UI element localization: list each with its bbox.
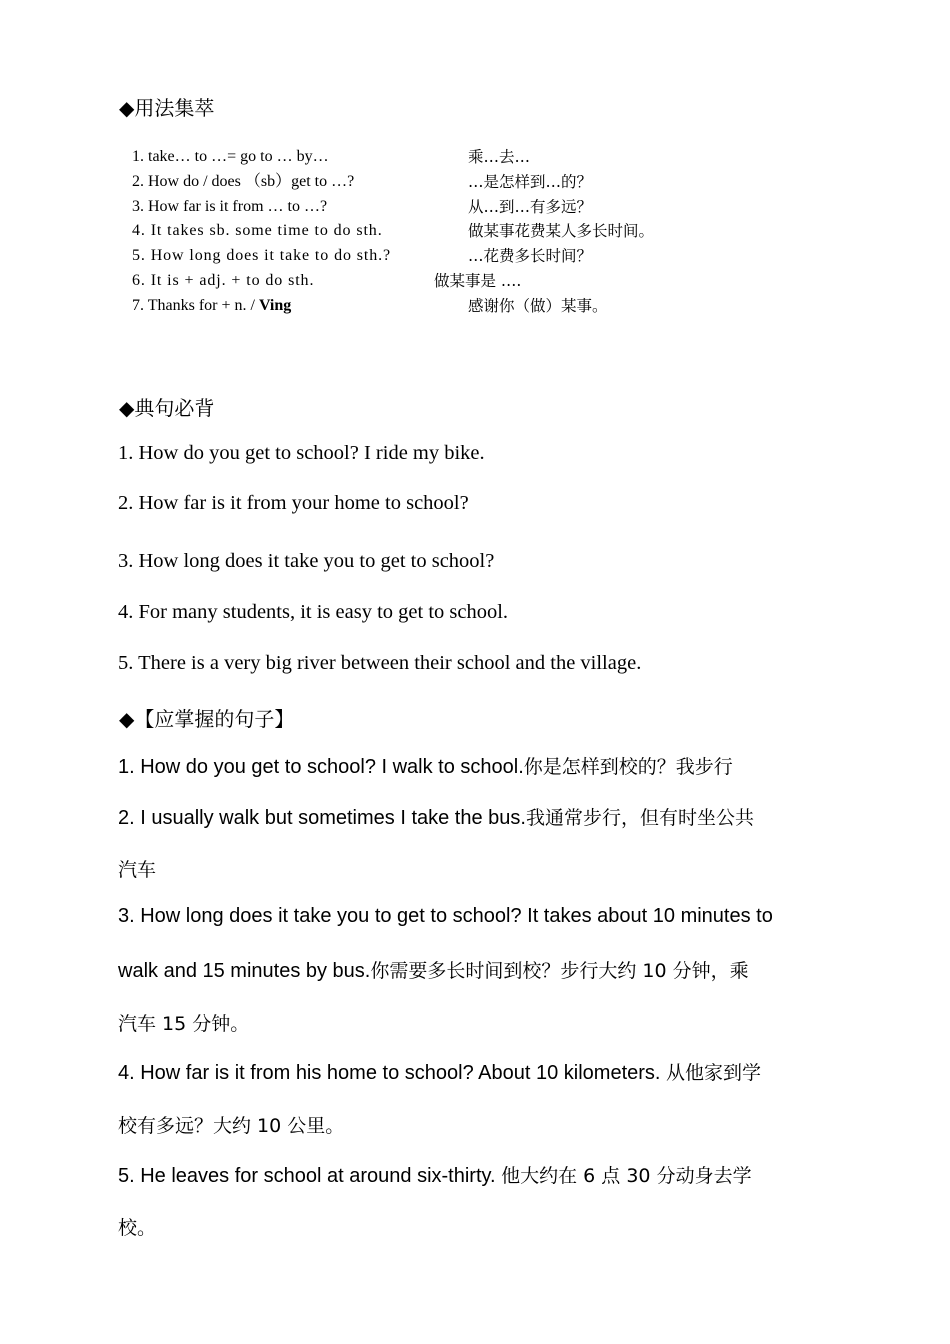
usage-item-english: 2. How do / does （sb）get to …? bbox=[132, 172, 355, 190]
master-sentence-line bbox=[118, 1058, 761, 1085]
usage-item-english: 6. It is + adj. + to do sth. bbox=[132, 271, 315, 289]
usage-item-english: 5. How long does it take to do sth.? bbox=[132, 247, 392, 265]
line-english: walk and 15 minutes by bus. bbox=[118, 960, 371, 982]
key-sentence: 1. How do you get to school? I ride my bike. bbox=[118, 442, 485, 464]
line-english: 4. How far is it from his home to school? About 10 kilometers. bbox=[118, 1062, 667, 1084]
key-sentence: 5. There is a very big river between their school and the village. bbox=[118, 652, 642, 674]
line-chinese: 校。 bbox=[118, 1217, 157, 1239]
master-sentence-line bbox=[118, 905, 773, 928]
line-chinese: 他大约在 6 点 30 分动身去学 bbox=[501, 1165, 752, 1187]
key-sentences-heading: ◆典句必背 bbox=[119, 396, 215, 420]
master-sentence-line bbox=[118, 803, 754, 830]
line-english: 3. How long does it take you to get to school? It takes about 10 minutes to bbox=[118, 905, 773, 927]
usage-item-english-bold: Ving bbox=[258, 296, 292, 314]
key-sentence: 4. For many students, it is easy to get to school. bbox=[118, 601, 509, 623]
usage-item-chinese: …花费多长时间？ bbox=[468, 247, 593, 266]
master-sentence-line bbox=[118, 752, 733, 779]
usage-item-english-text: 7. Thanks for + n. / bbox=[132, 296, 259, 314]
line-english: 5. He leaves for school at around six-thirty. bbox=[118, 1165, 502, 1187]
master-sentence-line bbox=[118, 1009, 249, 1036]
line-chinese: 汽车 15 分钟。 bbox=[118, 1013, 250, 1035]
usage-item-chinese: …是怎样到…的？ bbox=[468, 172, 593, 191]
usage-item-chinese: 做某事是 …. bbox=[434, 271, 522, 290]
key-sentence: 3. How long does it take you to get to school? bbox=[118, 550, 495, 572]
line-chinese: 你是怎样到校的？我步行 bbox=[523, 756, 733, 778]
master-sentence-line bbox=[118, 1161, 752, 1188]
usage-section-heading: ◆用法集萃 bbox=[119, 96, 215, 120]
usage-item-english: 1. take… to …= go to … by… bbox=[132, 148, 329, 165]
usage-item-chinese: 从…到…有多远？ bbox=[468, 197, 593, 216]
line-chinese: 从他家到学 bbox=[666, 1062, 762, 1084]
master-sentence-line bbox=[118, 855, 156, 882]
usage-item-english: 4. It takes sb. some time to do sth. bbox=[132, 222, 383, 240]
usage-item-chinese: 做某事花费某人多长时间。 bbox=[468, 222, 655, 241]
master-sentence-line bbox=[118, 1213, 156, 1240]
line-english: 1. How do you get to school? I walk to school. bbox=[118, 756, 524, 778]
usage-item-chinese: 乘…去… bbox=[468, 148, 531, 166]
master-sentence-line bbox=[118, 1111, 344, 1138]
line-chinese: 我通常步行，但有时坐公共 bbox=[525, 807, 754, 829]
usage-item-chinese: 感谢你（做）某事。 bbox=[468, 296, 608, 315]
line-chinese: 你需要多长时间到校？步行大约 10 分钟，乘 bbox=[370, 960, 749, 982]
line-english: 2. I usually walk but sometimes I take the bus. bbox=[118, 807, 526, 829]
usage-item-english bbox=[132, 294, 291, 319]
must-master-heading: ◆【应掌握的句子】 bbox=[119, 707, 295, 731]
line-chinese: 校有多远？大约 10 公里。 bbox=[118, 1115, 345, 1137]
usage-item-english: 3. How far is it from … to …? bbox=[132, 197, 328, 215]
master-sentence-line bbox=[118, 956, 749, 983]
key-sentence: 2. How far is it from your home to school? bbox=[118, 492, 469, 514]
line-chinese: 汽车 bbox=[118, 859, 157, 881]
